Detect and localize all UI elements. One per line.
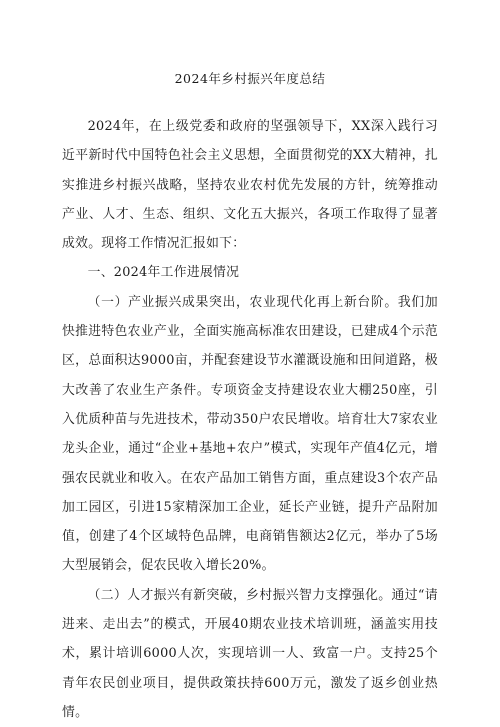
- industry-revitalization-paragraph: （一）产业振兴成果突出，农业现代化再上新台阶。我们加快推进特色农业产业，全面实施高标准农田建设，已建成4个示范区，总面积达9000亩，并配套建设节水灌溉设施和田间道路，极大改善了农业生产条件。专项资金支持建设农业大棚250座，引入优质种苗与先进技术，带动350户农民增收。培育壮大7家农业龙头企业，通过“企业+基地+农户”模式，实现年产值4亿元，增强农民就业和收入。在农产品加工销售方面，重点建设3个农产品加工园区，引进15家精深加工企业，延长产业链，提升产品附加值，创建了4个区域特色品牌，电商销售额达2亿元，举办了5场大型展销会，促农民收入增长20%。: [62, 294, 438, 574]
- intro-paragraph: 2024年，在上级党委和政府的坚强领导下，XX深入践行习近平新时代中国特色社会主义思想，全面贯彻党的XX大精神，扎实推进乡村振兴战略，坚持农业农村优先发展的方针，统筹推动产业、人才、生态、组织、文化五大振兴，各项工作取得了显著成效。现将工作情况汇报如下：: [62, 119, 438, 252]
- talent-revitalization-paragraph: （二）人才振兴有新突破，乡村振兴智力支撑强化。通过“请进来、走出去”的模式，开展40期农业技术培训班，涵盖实用技术，累计培训6000人次，实现培训一人、致富一户。支持25个青年农民创业项目，提供政策扶持600万元，激发了返乡创业热情。: [62, 587, 438, 720]
- document-title: 2024年乡村振兴年度总结: [174, 71, 326, 86]
- section-heading: 一、2024年工作进展情况: [87, 265, 240, 281]
